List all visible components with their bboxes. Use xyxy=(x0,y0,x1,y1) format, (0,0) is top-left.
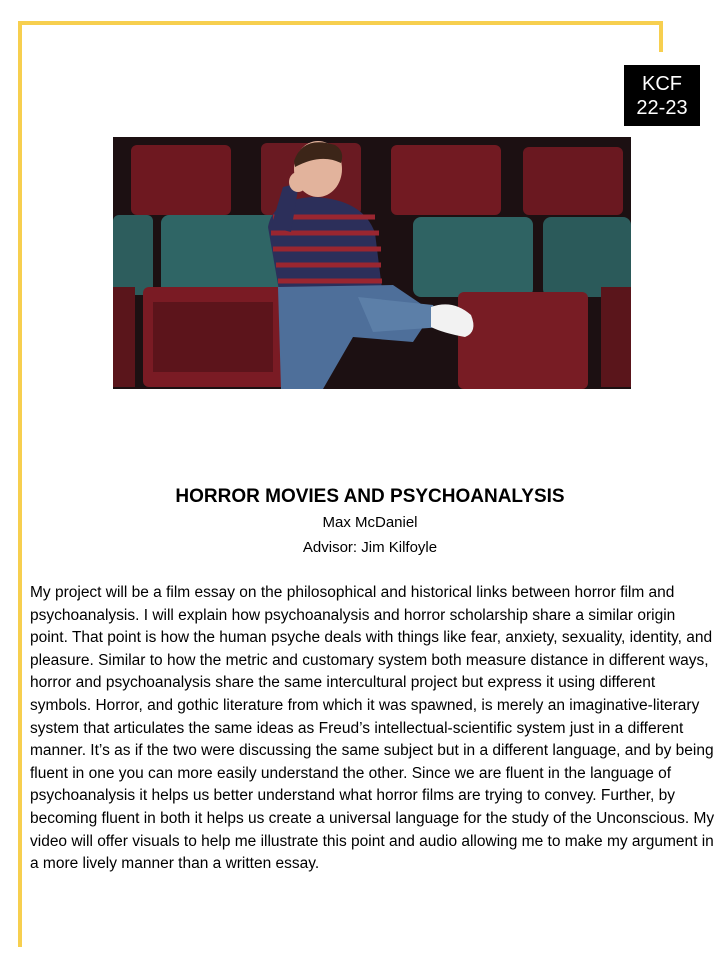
frame-right-border xyxy=(659,21,663,52)
advisor-name: Advisor: Jim Kilfoyle xyxy=(302,539,438,556)
badge-line-1: KCF xyxy=(642,72,682,95)
theater-seats-illustration xyxy=(113,137,631,389)
badge-line-2: 22-23 xyxy=(636,96,688,119)
project-title: HORROR MOVIES AND PSYCHOANALYSIS xyxy=(175,486,565,507)
portrait-photo xyxy=(113,137,631,389)
frame-top-border xyxy=(18,21,663,25)
author-name: Max McDaniel xyxy=(322,514,418,531)
kcf-badge xyxy=(624,65,700,126)
project-description: My project will be a film essay on the philosophical and historical links between horror film and psychoanalysis. I will explain how psychoanalysis and horror scholarship share a similar origin point. That point is how the human psyche deals with things like fear, anxiety, sexuality, identity, and pleasure. Similar to how the metric and customary system both measure distance in different ways, horror and psychoanalysis share the same intercultural project but express it using different symbols. Horror, and gothic literature from which it was spawned, is merely an imaginative-literary system that articulates the same ideas as Freud’s intellectual-scientific system just in a different manner. It’s as if the two were discussing the same subject but in a different language, and by being fluent in one you can more easily understand the other. Since we are fluent in the language of psychoanalysis it helps us better understand what horror films are trying to convey. Further, by becoming fluent in both it helps us create a universal language for the study of the Unconscious. My video will offer visuals to help me illustrate this point and audio allowing me to make my argument in a more lively manner than a written essay. xyxy=(30,584,715,873)
frame-left-border xyxy=(18,21,22,947)
